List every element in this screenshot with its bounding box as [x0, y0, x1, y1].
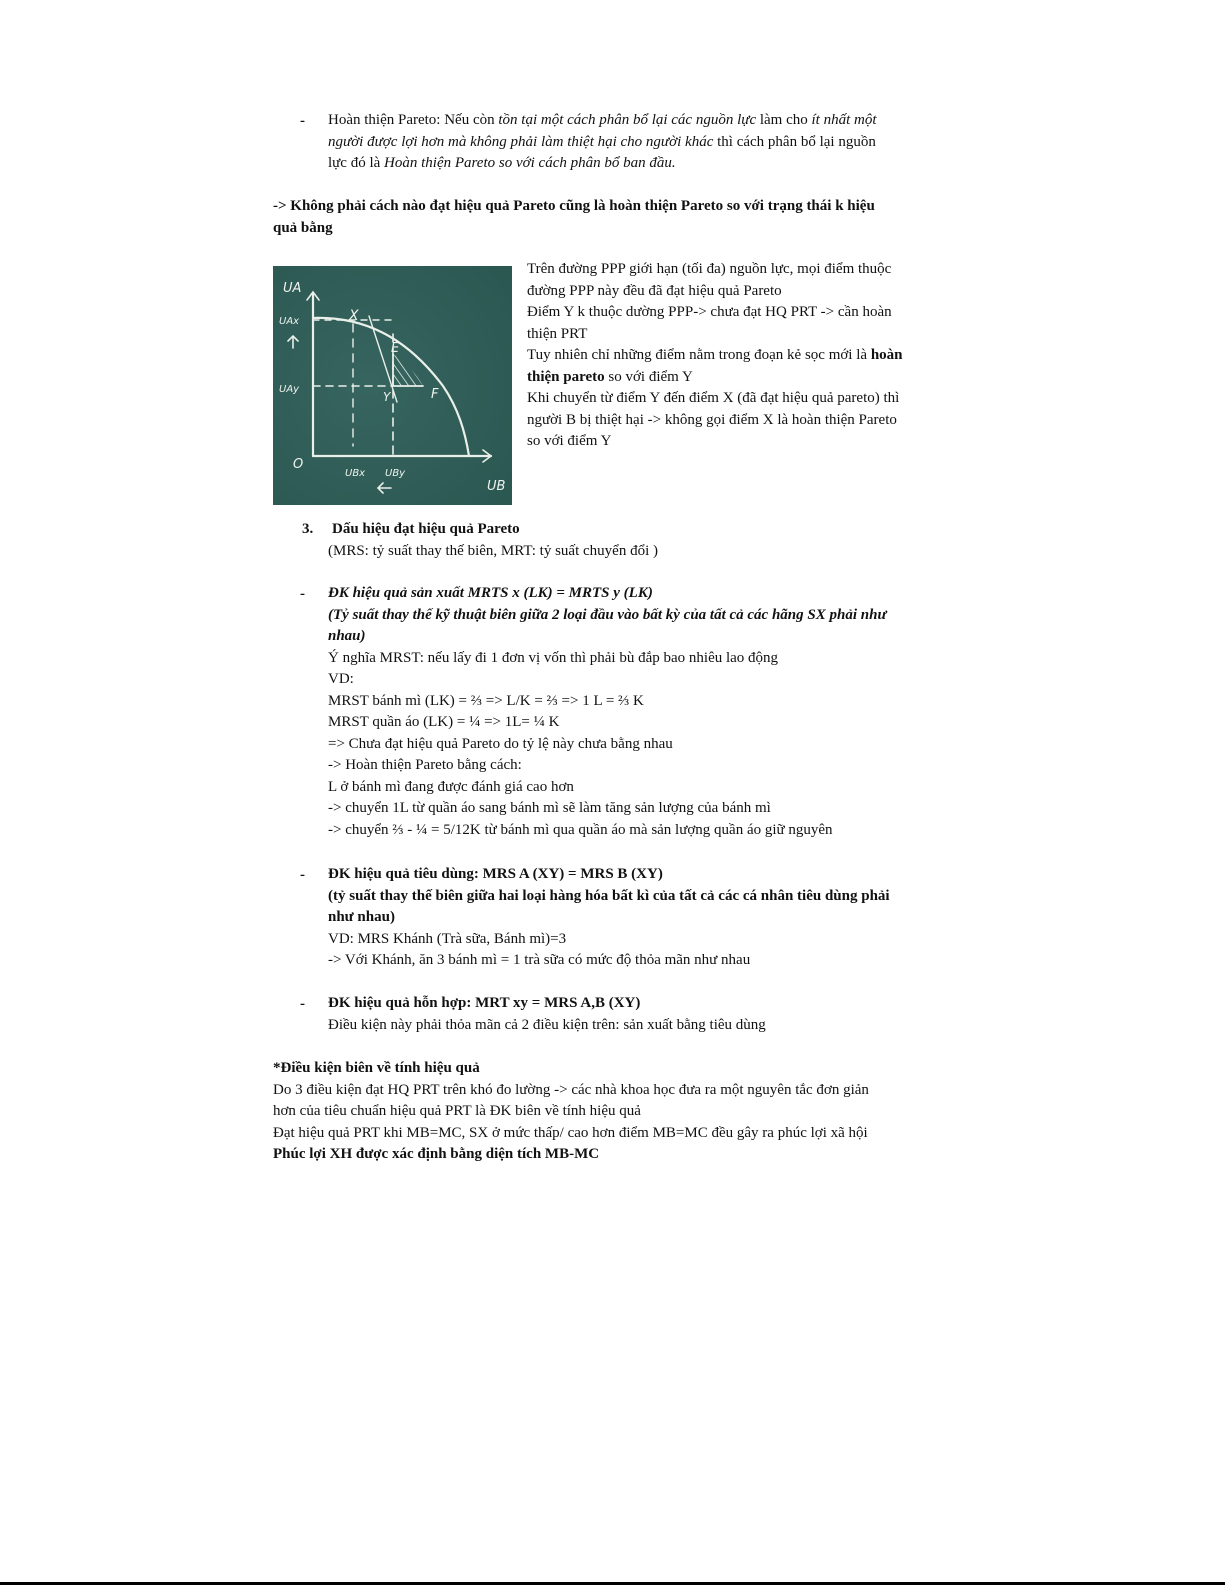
graph-label: UAy: [279, 384, 300, 395]
graph-label: F: [431, 387, 439, 402]
note-line: thiện PRT: [527, 325, 588, 342]
note-line: Điểm Y k thuộc dường PPP-> chưa đạt HQ PRT -> cần hoàn: [527, 304, 892, 320]
marginal-final: Phúc lợi XH được xác định bằng diện tích MB-MC: [273, 1146, 600, 1162]
body-line: L ở bánh mì đang được đánh giá cao hơn: [328, 778, 574, 795]
graph-label: E: [391, 341, 400, 356]
pareto-improvement-paragraph: [328, 110, 968, 175]
note-bold: thiện pareto: [527, 368, 605, 385]
note-text: so với điểm Y: [604, 368, 693, 385]
condition-heading: ĐK hiệu quả hỗn hợp: MRT xy = MRS A,B (XY): [328, 995, 641, 1011]
bullet-dash: -: [300, 113, 305, 129]
text-italic: người được lợi hơn mà không phải làm thiệt hại cho người khác: [328, 133, 714, 150]
note-line: Khi chuyển từ điểm Y đến điểm X (đã đạt hiệu quả pareto) thì: [527, 390, 900, 406]
text-italic: Hoàn thiện Pareto so với cách phân bổ ban đầu.: [384, 155, 676, 171]
bullet-dash: -: [300, 586, 305, 602]
marginal-condition: [273, 1058, 973, 1166]
text-italic: ít nhất một: [811, 112, 877, 128]
mixed-condition: [328, 993, 968, 1036]
body-line: VD:: [328, 671, 354, 687]
body-line: -> chuyển ⅔ - ¼ = 5/12K từ bánh mì qua quần áo mà sản lượng quần áo giữ nguyên: [328, 821, 833, 838]
conclusion-line: -> Không phải cách nào đạt hiệu quả Pareto cũng là hoàn thiện Pareto so với trạng thái k hiệu: [273, 198, 875, 214]
note-line: đường PPP này đều đã đạt hiệu quả Pareto: [527, 282, 782, 299]
body-line: Ý nghĩa MRST: nếu lấy đi 1 đơn vị vốn thì phải bù đắp bao nhiêu lao động: [328, 649, 779, 666]
body-line: => Chưa đạt hiệu quả Pareto do tỷ lệ này chưa bằng nhau: [328, 735, 673, 752]
graph-label: X: [349, 308, 359, 324]
graph-notes: [527, 259, 967, 453]
body-line: -> Hoàn thiện Pareto bằng cách:: [328, 757, 522, 773]
body-line: -> Với Khánh, ăn 3 bánh mì = 1 trà sữa có mức độ thỏa mãn như nhau: [328, 952, 751, 968]
condition-note: như nhau): [328, 909, 395, 925]
text: thì cách phân bổ lại nguồn: [713, 133, 876, 150]
note-line: người B bị thiệt hại -> không gọi điểm X là hoàn thiện Pareto: [527, 411, 897, 428]
graph-label: UBy: [385, 468, 406, 479]
body-line: VD: MRS Khánh (Trà sữa, Bánh mì)=3: [328, 930, 567, 947]
body-line: Điều kiện này phải thỏa mãn cả 2 điều kiện trên: sản xuất bằng tiêu dùng: [328, 1016, 766, 1033]
body-line: MRST quần áo (LK) = ¼ => 1L= ¼ K: [328, 714, 560, 730]
condition-heading: ĐK hiệu quả sản xuất MRTS x (LK) = MRTS y (LK): [328, 585, 653, 601]
body-line: hơn của tiêu chuẩn hiệu quả PRT là ĐK biên về tính hiệu quả: [273, 1103, 641, 1119]
consumption-condition: [328, 864, 968, 972]
graph-label: O: [293, 457, 304, 472]
condition-heading: ĐK hiệu quả tiêu dùng: MRS A (XY) = MRS B (XY): [328, 866, 663, 882]
bullet-dash: -: [300, 867, 305, 883]
text: Hoàn thiện Pareto: Nếu còn: [328, 112, 499, 128]
note-line: so với điểm Y: [527, 433, 612, 449]
conclusion-line: quả bằng: [273, 219, 333, 236]
text: lực đó là: [328, 155, 385, 171]
condition-note: nhau): [328, 628, 366, 644]
graph-label: UA: [283, 281, 302, 296]
graph-label: UAx: [279, 316, 300, 327]
condition-note: (tỷ suất thay thế biên giữa hai loại hàng hóa bất kì của tất cả các cá nhân tiêu dùng phải: [328, 887, 890, 904]
body-line: Do 3 điều kiện đạt HQ PRT trên khó đo lường -> các nhà khoa học đưa ra một nguyên tắc đơn giản: [273, 1081, 869, 1098]
note-bold: hoàn: [870, 347, 903, 363]
condition-note: (Tỷ suất thay thế kỹ thuật biên giữa 2 loại đầu vào bất kỳ của tất cả các hãng SX phải như: [328, 606, 887, 623]
graph-label: UB: [487, 479, 506, 494]
body-line: MRST bánh mì (LK) = ⅔ => L/K = ⅔ => 1 L = ⅔ K: [328, 692, 644, 709]
conclusion-paragraph: [273, 196, 963, 239]
body-line: -> chuyển 1L từ quần áo sang bánh mì sẽ làm tăng sản lượng của bánh mì: [328, 800, 771, 816]
note-line: Trên đường PPP giới hạn (tối đa) nguồn lực, mọi điểm thuộc: [527, 261, 892, 277]
section-title: Dấu hiệu đạt hiệu quả Pareto: [332, 521, 520, 537]
bullet-dash: -: [300, 996, 305, 1012]
graph-label: UBx: [345, 468, 366, 479]
production-condition: [328, 583, 968, 841]
body-line: Đạt hiệu quả PRT khi MB=MC, SX ở mức thấp/ cao hơn điểm MB=MC đều gây ra phúc lợi xã hội: [273, 1124, 868, 1141]
marginal-heading: *Điều kiện biên về tính hiệu quả: [273, 1060, 480, 1076]
text: làm cho: [756, 112, 812, 128]
blackboard-pareto-graph: [273, 266, 512, 505]
note-text: Tuy nhiên chỉ những điểm nằm trong đoạn kẻ sọc mới là: [527, 347, 871, 363]
section-number: 3.: [302, 521, 314, 537]
graph-label: Y: [383, 390, 391, 404]
text-italic: tồn tại một cách phân bổ lại các nguồn lực: [498, 112, 757, 128]
section-subtitle: (MRS: tỷ suất thay thế biên, MRT: tỷ suất chuyển đổi ): [328, 543, 658, 559]
